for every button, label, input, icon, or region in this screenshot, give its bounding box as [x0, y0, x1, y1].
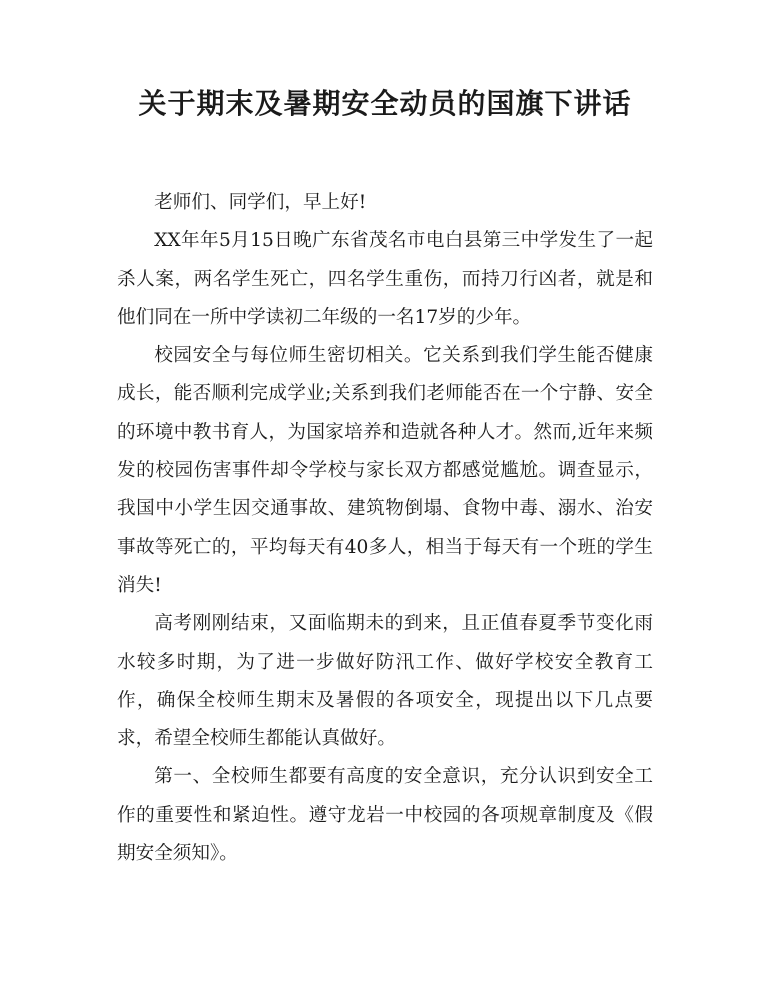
- document-body: [117, 184, 653, 873]
- paragraph-greeting: 老师们、同学们，早上好!: [154, 192, 367, 213]
- paragraph-requirements-intro: 高考刚刚结束，又面临期未的到来，且正值春夏季节变化雨水较多时期，为了进一步做好防汛工作、做好学校安全教育工作，确保全校师生期末及暑假的各项安全，现提出以下几点要求，希望全校师生都能认真做好。: [117, 613, 653, 750]
- paragraph-campus-safety: 校园安全与每位师生密切相关。它关系到我们学生能否健康成长，能否顺利完成学业;关系到我们老师能否在一个宁静、安全的环境中教书育人，为国家培养和造就各种人才。然而,近年来频发的校园伤害事件却令学校与家长双方都感觉尴尬。调查显示，我国中小学生因交通事故、建筑物倒塌、食物中毒、溺水、治安事故等死亡的，平均每天有40多人，相当于每天有一个班的学生消失!: [117, 345, 653, 596]
- paragraph-requirement-one: 第一、全校师生都要有高度的安全意识，充分认识到安全工作的重要性和紧迫性。遵守龙岩一中校园的各项规章制度及《假期安全须知》。: [117, 766, 653, 865]
- document-title: 关于期末及暑期安全动员的国旗下讲话: [138, 87, 632, 120]
- paragraph-incident: XX年年5月15日晚广东省茂名市电白县第三中学发生了一起杀人案，两名学生死亡，四名学生重伤，而持刀行凶者，就是和他们同在一所中学读初二年级的一名17岁的少年。: [117, 230, 653, 328]
